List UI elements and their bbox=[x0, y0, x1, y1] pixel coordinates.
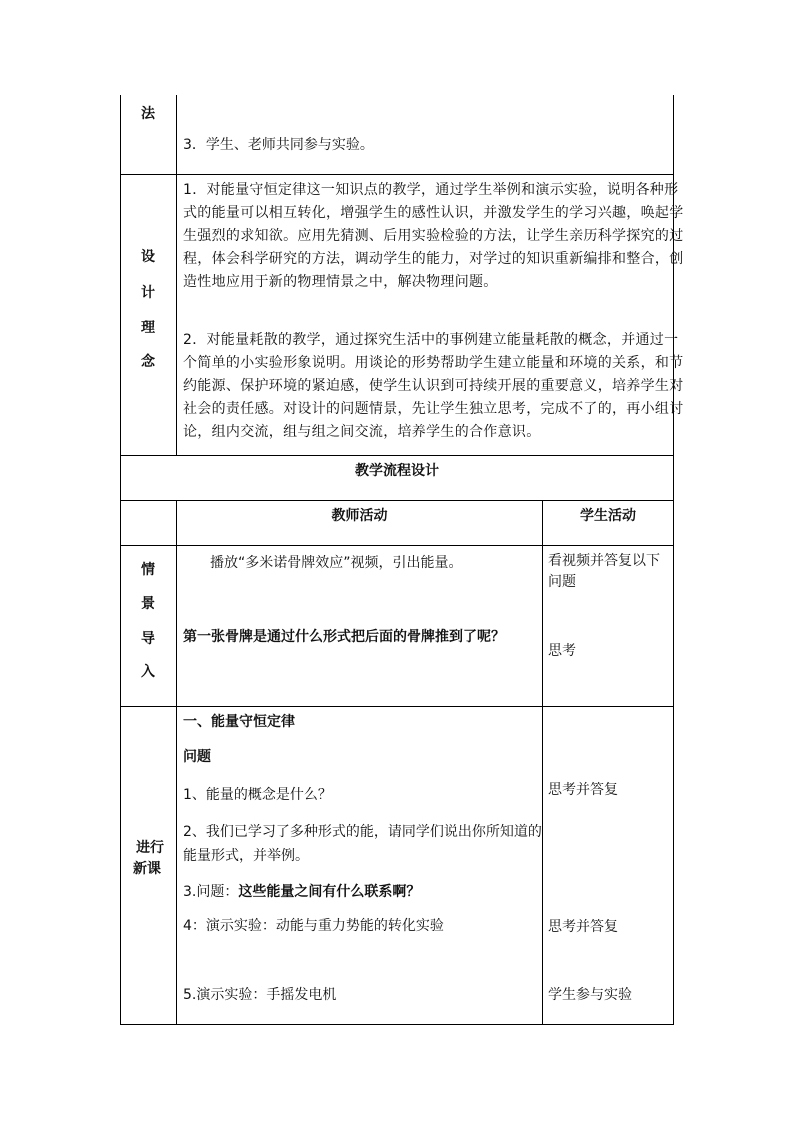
row-divider-1 bbox=[120, 174, 674, 175]
method-item-3: 3．学生、老师共同参与实验。 bbox=[183, 137, 374, 153]
design-p1-line: 式的能量可以相互转化，增强学生的感性认识，并激发学生的学习兴趣，唤起学 bbox=[183, 205, 684, 221]
scene-label-char-2: 景 bbox=[141, 596, 155, 612]
teacher-activity-header: 教师活动 bbox=[331, 508, 388, 524]
student-activity-header: 学生活动 bbox=[580, 508, 636, 524]
scene-label-char-4: 入 bbox=[141, 664, 155, 680]
question-2-line-1: 2、我们已学习了多种形式的能，请同学们说出你所知道的 bbox=[183, 824, 542, 840]
new-lesson-label-line-2: 新课 bbox=[133, 861, 161, 877]
question-3-text: 这些能量之间有什么联系啊？ bbox=[238, 884, 421, 900]
design-label-char-1: 设 bbox=[141, 249, 155, 265]
section-energy-conservation: 一、能量守恒定律 bbox=[183, 714, 295, 730]
design-p1-line: 造性地应用于新的物理情景之中，解决物理问题。 bbox=[183, 274, 498, 290]
design-label-char-2: 计 bbox=[141, 285, 155, 301]
question-3-prefix: 3.问题： bbox=[183, 884, 239, 900]
design-paragraph-2 bbox=[183, 329, 684, 444]
new-lesson-student-1: 思考并答复 bbox=[548, 782, 618, 798]
question-4: 4：演示实验：动能与重力势能的转化实验 bbox=[183, 918, 444, 934]
question-heading: 问题 bbox=[183, 749, 211, 765]
question-1: 1、能量的概念是什么？ bbox=[183, 787, 332, 803]
design-paragraph-1 bbox=[183, 179, 684, 294]
design-p2-line: 约能源、保护环境的紧迫感，使学生认识到可持续开展的重要意义，培养学生对 bbox=[183, 378, 684, 394]
design-label-char-3: 理 bbox=[141, 320, 155, 336]
table-bottom-border bbox=[120, 1024, 674, 1025]
new-lesson-student-2: 思考并答复 bbox=[548, 919, 618, 935]
new-lesson-student-3: 学生参与实验 bbox=[548, 987, 632, 1003]
question-2-line-2: 能量形式，并举例。 bbox=[183, 848, 309, 864]
row-divider-5 bbox=[120, 706, 674, 707]
row-divider-2 bbox=[120, 455, 674, 456]
design-p2-line: 2．对能量耗散的教学，通过探究生活中的事例建立能量耗散的概念，并通过一 bbox=[183, 332, 679, 348]
scene-student-line-1b: 问题 bbox=[548, 574, 576, 590]
scene-student-line-1a: 看视频并答复以下 bbox=[548, 553, 660, 569]
row-divider-3 bbox=[120, 500, 674, 501]
label-column-divider-bottom bbox=[176, 500, 177, 1025]
design-p2-line: 个简单的小实验形象说明。用谈论的形势帮助学生建立能量和环境的关系，和节 bbox=[183, 355, 684, 371]
question-3 bbox=[183, 882, 420, 902]
question-5: 5.演示实验：手摇发电机 bbox=[183, 987, 337, 1003]
design-p1-line: 生强烈的求知欲。应用先猜测、后用实验检验的方法，让学生亲历科学探究的过 bbox=[183, 228, 684, 244]
scene-teacher-question: 第一张骨牌是通过什么形式把后面的骨牌推到了呢？ bbox=[183, 629, 505, 645]
method-label: 法 bbox=[141, 106, 155, 122]
scene-label-char-1: 情 bbox=[141, 562, 155, 578]
row-divider-4 bbox=[120, 545, 674, 546]
design-p2-line: 论，组内交流，组与组之间交流，培养学生的合作意识。 bbox=[183, 424, 541, 440]
design-p1-line: 程，体会科学研究的方法，调动学生的能力，对学过的知识重新编排和整合，创 bbox=[183, 251, 684, 267]
design-p1-line: 1．对能量守恒定律这一知识点的教学，通过学生举例和演示实验，说明各种形 bbox=[183, 182, 679, 198]
scene-teacher-line: 播放“多米诺骨牌效应”视频，引出能量。 bbox=[210, 555, 463, 571]
flow-title: 教学流程设计 bbox=[355, 463, 439, 479]
student-column-divider bbox=[542, 500, 543, 1025]
label-column-divider-top bbox=[176, 95, 177, 455]
design-p2-line: 社会的责任感。对设计的问题情景，先让学生独立思考，完成不了的，再小组讨 bbox=[183, 401, 684, 417]
new-lesson-label-line-1: 进行 bbox=[136, 840, 164, 856]
table-left-border bbox=[120, 95, 121, 1025]
scene-student-line-2: 思考 bbox=[548, 643, 576, 659]
design-label-char-4: 念 bbox=[141, 354, 155, 370]
scene-label-char-3: 导 bbox=[141, 631, 155, 647]
